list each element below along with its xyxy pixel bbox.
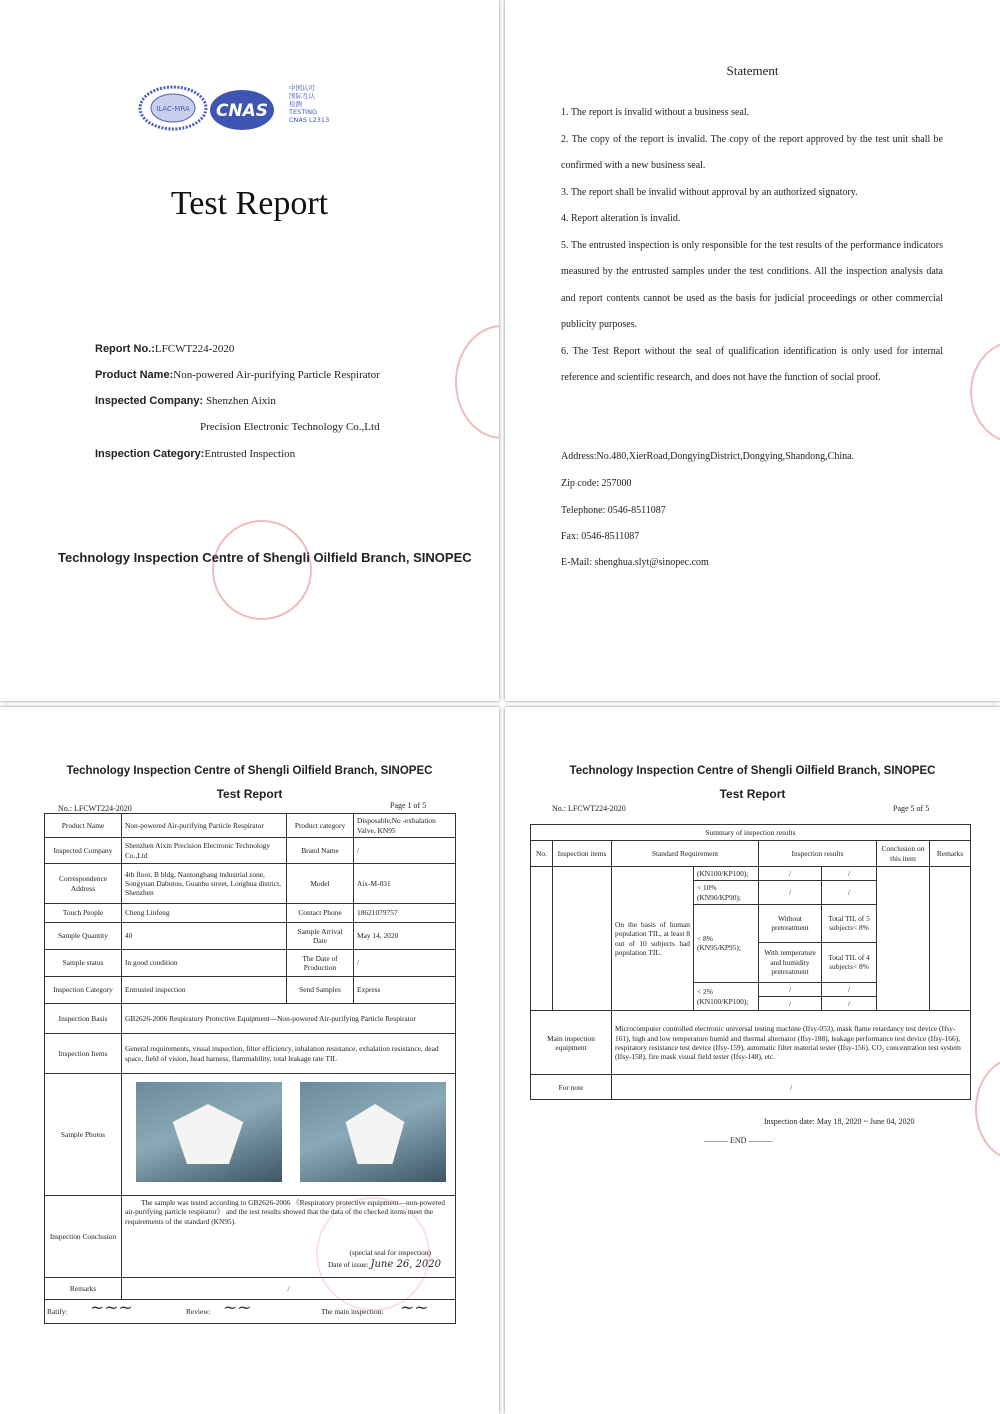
- table-row: [45, 838, 456, 864]
- main-inspection-label: The main inspection:: [321, 1307, 384, 1316]
- cell: [531, 867, 553, 1011]
- cell-value: 40: [122, 923, 287, 950]
- statement-item: 3. The report shall be invalid without approval by an authorized signatory.: [561, 186, 858, 198]
- cell-value: General requirements, visual inspection, filter efficiency, inhalation resistance, exhalation resistance, dead space, field of vision, head harness, flammability, total leakage rate TIL: [122, 1034, 456, 1074]
- cell-value: GB2626-2006 Respiratory Protective Equipment—Non-powered Air-purifying Particle Respirator: [122, 1004, 456, 1034]
- address: Address:No.480,XierRoad,DongyingDistrict,Dongying,Shandong,China.: [561, 451, 855, 462]
- column-header: Conclusion on this item: [877, 841, 930, 867]
- red-seal-stamp-edge: [975, 1057, 1000, 1161]
- table-row: [45, 1034, 456, 1074]
- statement-item: 2. The copy of the report is invalid. The copy of the report approved by the test unit shall be confirmed with a new business seal.: [561, 133, 943, 171]
- report-page-5: [505, 707, 1000, 1414]
- sample-photo-front: [136, 1082, 282, 1182]
- result-cell: With temperature and humidity pretreatment: [759, 942, 822, 982]
- equipment-label: Main inspection equipment: [531, 1011, 612, 1075]
- cell: [877, 867, 930, 1011]
- column-header: Remarks: [930, 841, 971, 867]
- cell-value: 18621079757: [354, 904, 456, 923]
- cell-value: Non-powered Air-purifying Particle Respirator: [122, 814, 287, 838]
- report-title: Test Report: [216, 787, 283, 801]
- table-row: [45, 814, 456, 838]
- cell-label: Send Samples: [287, 977, 354, 1004]
- red-seal-stamp-edge: [455, 325, 499, 439]
- email: E-Mail: shenghua.slyt@sinopec.com: [561, 557, 709, 568]
- product-name: Product Name:Non-powered Air-purifying Particle Respirator: [95, 369, 380, 381]
- cell-value: Shenzhen Aixin Precision Electronic Technology Co.,Ltd: [122, 838, 287, 864]
- result-cell: /: [822, 997, 877, 1011]
- cell: [553, 867, 612, 1011]
- result-cell: /: [759, 997, 822, 1011]
- summary-title: Summary of inspection results: [531, 825, 971, 841]
- cell-value: Aix-M-031: [354, 864, 456, 904]
- report-number: No.: LFCWT224-2020: [552, 804, 626, 813]
- cell-value: Express: [354, 977, 456, 1004]
- cell-value: Disposable,No -exhalation Valve, KN95: [354, 814, 456, 838]
- report-title: Test Report: [719, 787, 786, 801]
- inspected-company-line2: Precision Electronic Technology Co.,Ltd: [200, 421, 380, 433]
- cell-value: In good condition: [122, 950, 287, 977]
- result-cell: /: [759, 867, 822, 881]
- cell-value: May 14, 2020: [354, 923, 456, 950]
- cnas-logo-icon: [208, 88, 276, 132]
- page-title: Test Report: [170, 185, 329, 222]
- cell: [930, 867, 971, 1011]
- cell-value: Entrusted inspection: [122, 977, 287, 1004]
- cell-label: Brand Name: [287, 838, 354, 864]
- table-row: [531, 867, 971, 881]
- telephone: Telephone: 0546-8511087: [561, 505, 666, 516]
- cell-label: Remarks: [45, 1278, 122, 1300]
- statement-item: 4. Report alteration is invalid.: [561, 213, 681, 224]
- cell-label: Inspection Items: [45, 1034, 122, 1074]
- column-header: Inspection items: [553, 841, 612, 867]
- cell-label: Contact Phone: [287, 904, 354, 923]
- svg-text:ILAC-MRA: ILAC-MRA: [156, 105, 190, 113]
- column-header: Standard Requirement: [612, 841, 759, 867]
- cell-label: Touch People: [45, 904, 122, 923]
- summary-table: [530, 824, 971, 1100]
- ratify-signature: ~~~: [90, 1298, 133, 1318]
- review-signature: ~~: [223, 1298, 252, 1318]
- organization-name: Technology Inspection Centre of Shengli Oilfield Branch, SINOPEC: [66, 765, 433, 777]
- inspection-date: Inspection date: May 18, 2020 ~ June 04, 2020: [764, 1117, 915, 1126]
- organization-name: Technology Inspection Centre of Shengli Oilfield Branch, SINOPEC: [58, 550, 472, 565]
- table-row: [531, 825, 971, 841]
- requirement-cell: < 8% (KN95/KP95);: [694, 904, 759, 982]
- statement-item: 5. The entrusted inspection is only responsible for the test results of the performance indicators measured by the entrusted samples under the test conditions. All the inspection analysis data and report contents cannot be used as the basis for judicial proceedings or other commercial publicity purposes.: [561, 239, 943, 330]
- result-cell: /: [822, 982, 877, 996]
- statement-item: 6. The Test Report without the seal of qualification identification is only used for internal reference and scientific research, and does not have the function of social proof.: [561, 345, 943, 383]
- organization-name: Technology Inspection Centre of Shengli Oilfield Branch, SINOPEC: [569, 765, 936, 777]
- requirement-cell: < 10% (KN90/KP90);: [694, 881, 759, 905]
- cell-value: /: [122, 1278, 456, 1300]
- conclusion-text: The sample was tested according to GB2626-2006 《Respiratory protective equipment—non-powered air-purifying particle respirator》 and the test results showed that the data of the checked items meet the requirements of the standard (KN95).: [125, 1198, 445, 1226]
- table-row: [45, 1004, 456, 1034]
- table-row: [45, 1074, 456, 1196]
- statement-page: [505, 0, 1000, 701]
- page-number: Page 5 of 5: [893, 804, 930, 813]
- end-marker: ——— END ———: [704, 1136, 773, 1145]
- cell-value: Cheng Linfeng: [122, 904, 287, 923]
- report-no: Report No.:LFCWT224-2020: [95, 343, 235, 355]
- for-note-value: /: [612, 1075, 971, 1100]
- column-header: Inspection results: [759, 841, 877, 867]
- table-row: [531, 1011, 971, 1075]
- cell-label: Correspondence Address: [45, 864, 122, 904]
- cell-value: /: [354, 838, 456, 864]
- result-cell: /: [759, 982, 822, 996]
- ratify-label: Ratify:: [47, 1307, 68, 1316]
- result-cell: Total TIL of 5 subjects< 8%: [822, 904, 877, 942]
- result-cell: /: [822, 867, 877, 881]
- date-of-issue: Date of issue: June 26, 2020: [327, 1259, 441, 1270]
- red-seal-stamp: [212, 520, 312, 620]
- basis-text: On the basis of human population TIL, at least 8 out of 10 subjects had population TIL.: [612, 867, 694, 1011]
- cell-value: 4th floor, B bldg, Nantongbang industrial zone, Songyuan Dabutou, Guanhu street, Longhua district, Shenzhen: [122, 864, 287, 904]
- requirement-cell: (KN100/KP100);: [694, 867, 759, 881]
- cell-label: Product category: [287, 814, 354, 838]
- statement-item: 1. The report is invalid without a business seal.: [561, 107, 750, 118]
- cover-page: [0, 0, 499, 701]
- cell-label: Inspection Conclusion: [45, 1196, 122, 1278]
- table-row: [45, 977, 456, 1004]
- statement-title: Statement: [726, 63, 779, 78]
- cell-label: Model: [287, 864, 354, 904]
- result-cell: Total TIL of 4 subjects< 8%: [822, 942, 877, 982]
- page-number: Page 1 of 5: [390, 801, 427, 810]
- cell-label: Inspection Category: [45, 977, 122, 1004]
- photos-cell: [122, 1074, 456, 1196]
- inspected-company: Inspected Company: Shenzhen Aixin: [95, 395, 276, 407]
- main-inspection-signature: ~~: [400, 1298, 429, 1318]
- statement-list: [561, 100, 943, 392]
- result-cell: /: [822, 881, 877, 905]
- ilac-logo-icon: [138, 85, 208, 131]
- cell-label: Inspection Basis: [45, 1004, 122, 1034]
- report-number: No.: LFCWT224-2020: [58, 804, 132, 813]
- inspection-seal-stamp: [316, 1197, 430, 1311]
- table-row: [45, 904, 456, 923]
- cell-label: The Date of Production: [287, 950, 354, 977]
- cell-label: Product Name: [45, 814, 122, 838]
- review-label: Review:: [186, 1307, 211, 1316]
- for-note-label: For note: [531, 1075, 612, 1100]
- cell-label: Sample Photos: [45, 1074, 122, 1196]
- table-row: [45, 923, 456, 950]
- inspection-category: Inspection Category:Entrusted Inspection: [95, 448, 296, 460]
- zip-code: Zip code: 257000: [561, 478, 632, 489]
- cell-label: Inspected Company: [45, 838, 122, 864]
- fax: Fax: 0546-8511087: [561, 531, 640, 542]
- table-row: [45, 950, 456, 977]
- cell-label: Sample Quantity: [45, 923, 122, 950]
- seal-note: (special seal for inspection): [349, 1248, 431, 1257]
- cnas-caption: 中国认可 国际互认 检测 TESTING CNAS L2313: [289, 84, 330, 124]
- result-cell: Without pretreatment: [759, 904, 822, 942]
- equipment-text: Microcomputer controlled electronic universal testing machine (Ifsy-053), mask flame retardancy test device (Ifsy-161), high and low temperature humid and thermal alternator (Ifsy-188), leakage performance test device (Ifsy-166), respiratory resistance test device (Ifsy-159), automatic filter material tester (Ifsy-156), CO₂ concentration test system (Ifsy-158), fire mask visual field tester (Ifsy-148), etc.: [612, 1011, 971, 1075]
- result-cell: /: [759, 881, 822, 905]
- table-row: [45, 864, 456, 904]
- cell-label: Sample Arrival Date: [287, 923, 354, 950]
- sample-photo-side: [300, 1082, 446, 1182]
- report-page-1: [0, 707, 499, 1414]
- svg-text:CNAS: CNAS: [215, 101, 269, 121]
- cell-label: Sample status: [45, 950, 122, 977]
- requirement-cell: < 2% (KN100/KP100);: [694, 982, 759, 1011]
- table-row: [531, 1075, 971, 1100]
- cell-value: /: [354, 950, 456, 977]
- red-seal-stamp-edge: [970, 340, 1000, 444]
- table-header-row: [531, 841, 971, 867]
- column-header: No.: [531, 841, 553, 867]
